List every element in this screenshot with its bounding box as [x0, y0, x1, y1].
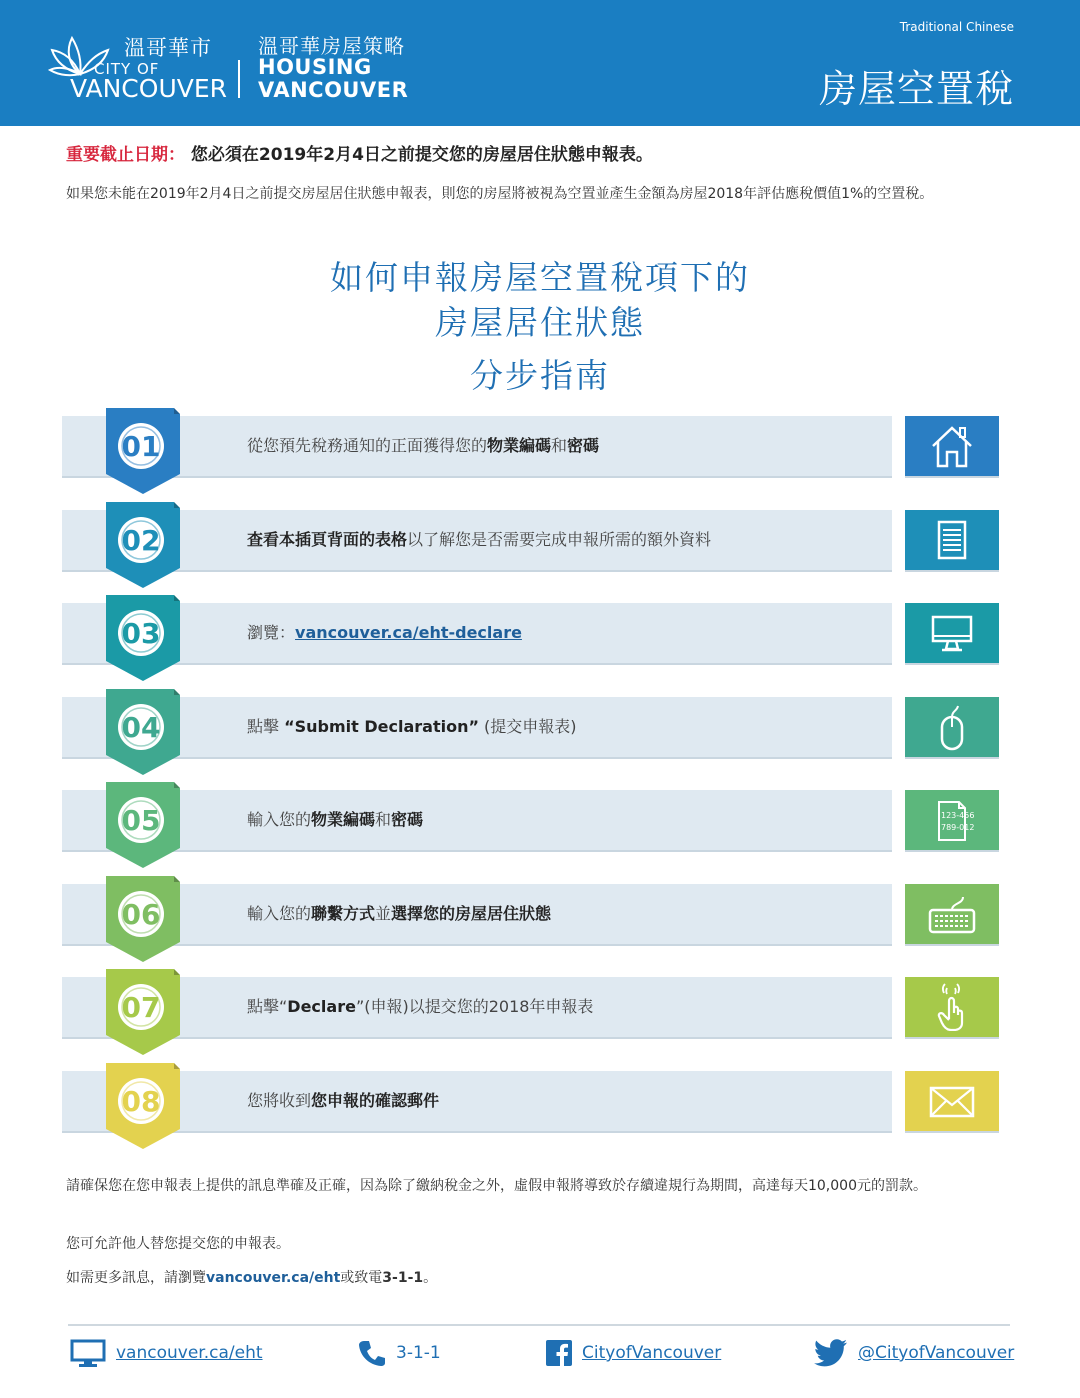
- step-text-part: 以了解您是否需要完成申報所需的額外資料: [407, 530, 712, 549]
- step-number-badge: [106, 595, 180, 681]
- guide-title-line1: 如何申報房屋空置稅項下的: [330, 258, 750, 297]
- step-icon-tile: [905, 510, 999, 570]
- step-text-part: 查看本插頁背面的表格: [247, 530, 408, 549]
- footer-phone-number: 3-1-1: [396, 1343, 441, 1363]
- house-icon: [927, 422, 977, 470]
- step-number: 08: [121, 1085, 161, 1118]
- language-label: Traditional Chinese: [899, 20, 1014, 34]
- step-number: 02: [121, 524, 161, 557]
- footer-facebook[interactable]: [546, 1336, 721, 1370]
- computer-icon: [70, 1338, 106, 1368]
- phone-icon: [358, 1339, 386, 1367]
- step-number: 03: [121, 617, 161, 650]
- document-title: 房屋空置稅: [818, 67, 1014, 111]
- step-text-part: 您申報的確認郵件: [311, 1091, 440, 1110]
- monitor-icon: [927, 609, 977, 657]
- step-text-part: 點擊: [247, 717, 285, 736]
- form-icon-line2: 789-012: [941, 823, 975, 832]
- step-text-part: 聯繫方式: [311, 904, 376, 923]
- more-info-phone: 3-1-1: [382, 1270, 424, 1286]
- step-number: 05: [121, 804, 161, 837]
- step-icon-tile: [905, 603, 999, 663]
- step-text-part: 從您預先稅務通知的正面獲得您的: [247, 436, 488, 455]
- step-number-badge: [106, 1063, 180, 1149]
- step-number: 01: [121, 430, 161, 463]
- document-icon: [927, 516, 977, 564]
- logo-divider: [238, 60, 240, 98]
- step-number-badge: [106, 782, 180, 868]
- step-text-part: 您將收到: [247, 1091, 312, 1110]
- step-01-text: [247, 436, 599, 456]
- footer-facebook-link[interactable]: CityofVancouver: [582, 1343, 722, 1363]
- permission-note: 您可允許他人替您提交您的申報表。: [66, 1236, 290, 1252]
- step-text-part: 和: [551, 436, 568, 455]
- step-text-part: 密碼: [567, 436, 600, 455]
- envelope-icon: [927, 1077, 977, 1125]
- intro-paragraph: 如果您未能在2019年2月4日之前提交房屋居住狀態申報表，則您的房屋將被視為空置並產生金額為房屋2018年評估應稅價值1%的空置稅。: [66, 186, 934, 202]
- step-text-part: “Submit Declaration”: [284, 717, 479, 736]
- footer-phone[interactable]: [358, 1336, 441, 1370]
- footer-twitter[interactable]: [814, 1336, 1014, 1370]
- mouse-icon: [927, 703, 977, 751]
- step-text-part: 密碼: [391, 810, 424, 829]
- footer-twitter-link[interactable]: @CityofVancouver: [858, 1343, 1015, 1363]
- step-text-part: 選擇您的房屋居住狀態: [391, 904, 552, 923]
- footer-website[interactable]: [70, 1336, 263, 1370]
- step-number: 04: [121, 711, 161, 744]
- step-text-part: 並: [375, 904, 392, 923]
- step-03-text: [247, 623, 522, 643]
- page-header: [0, 0, 1080, 126]
- step-text-part: ”(申報)以提交您的2018年申報表: [355, 997, 594, 1016]
- form-icon-line1: 123-456: [941, 811, 975, 820]
- step-text-part: 輸入您的: [247, 810, 312, 829]
- more-info-prefix: 如需更多訊息，請瀏覽: [66, 1270, 206, 1286]
- facebook-icon: [546, 1340, 572, 1366]
- step-04-text: [247, 717, 577, 737]
- step-number: 07: [121, 991, 161, 1024]
- step-icon-tile: [905, 416, 999, 476]
- step-02-text: [247, 530, 711, 550]
- city-logo-chinese: 溫哥華市: [124, 36, 212, 60]
- step-number-badge: [106, 408, 180, 494]
- accuracy-note: 請確保您在您申報表上提供的訊息準確及正確，因為除了繳納稅金之外，虛假申報將導致於存續違規行為期間，高達每天10,000元的罰款。: [66, 1178, 927, 1194]
- step-text-part: 輸入您的: [247, 904, 312, 923]
- step-bar-08: [62, 1071, 892, 1131]
- step-icon-tile: [905, 697, 999, 757]
- step-text-part: 物業編碼: [487, 436, 552, 455]
- step-number-badge: [106, 689, 180, 775]
- step-number: 06: [121, 898, 161, 931]
- tax-form-icon: [927, 796, 977, 844]
- step-text-part: 物業編碼: [311, 810, 376, 829]
- footer-website-link[interactable]: vancouver.ca/eht: [116, 1343, 263, 1363]
- step-bar-05: [62, 790, 892, 850]
- step-text-part: 瀏覽：: [247, 623, 296, 642]
- step-text-part: (提交申報表): [478, 717, 577, 736]
- guide-title-line3: 分步指南: [470, 356, 610, 395]
- step-icon-tile: [905, 1071, 999, 1131]
- step-05-text: [247, 810, 423, 830]
- twitter-icon: [814, 1339, 848, 1367]
- housing-logo-line1: HOUSING: [258, 55, 372, 79]
- city-logo-cityof: CITY OF: [94, 60, 160, 78]
- guide-title-line2: 房屋居住狀態: [435, 303, 645, 342]
- deadline-label: 重要截止日期：: [66, 145, 185, 165]
- more-info-end: 。: [423, 1270, 438, 1286]
- step-number-badge: [106, 876, 180, 962]
- city-logo-vancouver: VANCOUVER: [70, 74, 228, 103]
- step-06-text: [247, 904, 551, 924]
- step-text-part: Declare: [287, 997, 356, 1016]
- housing-logo-line2: VANCOUVER: [258, 78, 409, 102]
- step-08-text: [247, 1091, 439, 1111]
- deadline-text: 您必須在2019年2月4日之前提交您的房屋居住狀態申報表。: [190, 145, 653, 165]
- more-info-link[interactable]: vancouver.ca/eht: [206, 1270, 341, 1286]
- step-icon-tile: [905, 790, 999, 850]
- step-number-badge: [106, 969, 180, 1055]
- housing-logo-chinese: 溫哥華房屋策略: [258, 34, 405, 58]
- step-text-part: 和: [375, 810, 392, 829]
- tap-hand-icon: [927, 983, 977, 1031]
- step-text-part: 點擊“: [247, 997, 288, 1016]
- more-info-note: [66, 1266, 1016, 1290]
- step-number-badge: [106, 502, 180, 588]
- footer-divider: [68, 1324, 1010, 1326]
- step-icon-tile: [905, 884, 999, 944]
- more-info-mid: 或致電: [340, 1270, 383, 1286]
- keyboard-icon: [927, 890, 977, 938]
- step-icon-tile: [905, 977, 999, 1037]
- step-07-text: [247, 997, 593, 1017]
- deadline-notice: [66, 140, 653, 165]
- step-link[interactable]: vancouver.ca/eht-declare: [295, 623, 522, 642]
